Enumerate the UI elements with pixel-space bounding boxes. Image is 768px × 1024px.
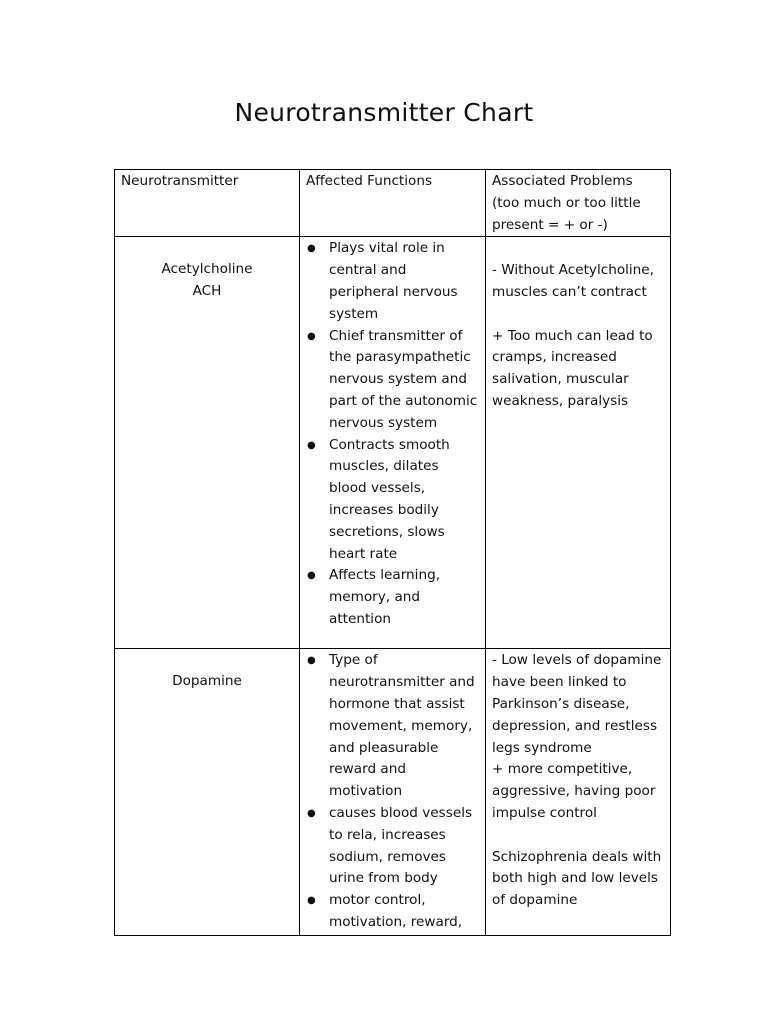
table-header-row	[115, 170, 671, 237]
neurotransmitter-abbreviation: ACH	[192, 283, 222, 300]
functions-cell	[300, 237, 486, 649]
problem-text: + more competitive, aggressive, having poor impulse control	[492, 761, 656, 821]
list-item: ● Plays vital role in central and peripheral nervous system	[306, 238, 479, 325]
list-item: ● Type of neurotransmitter and hormone that assist movement, memory, and pleasurable reward and motivation	[306, 650, 479, 803]
neurotransmitter-name: Dopamine	[172, 673, 242, 690]
functions-cell	[300, 649, 486, 935]
list-item: ● causes blood vessels to rela, increases sodium, removes urine from body	[306, 803, 479, 890]
header-associated-problems: Associated Problems (too much or too little present = + or -)	[486, 170, 671, 237]
page-title: Neurotransmitter Chart	[234, 98, 534, 127]
neurotransmitter-table	[114, 169, 671, 936]
neurotransmitter-name-cell	[115, 649, 300, 935]
problem-text: Schizophrenia deals with both high and low levels of dopamine	[492, 848, 662, 909]
table-row	[115, 237, 671, 649]
problems-cell	[486, 649, 671, 935]
list-item: ● Chief transmitter of the parasympathetic nervous system and part of the autonomic nervous system	[306, 326, 479, 435]
functions-list	[306, 650, 479, 933]
table-row	[115, 649, 671, 935]
header-affected-functions: Affected Functions	[300, 170, 486, 237]
header-neurotransmitter: Neurotransmitter	[115, 170, 300, 237]
list-item: ● motor control, motivation, reward,	[306, 890, 479, 934]
neurotransmitter-name: Acetylcholine	[161, 261, 253, 278]
functions-list	[306, 238, 479, 630]
list-item: ● Contracts smooth muscles, dilates blood vessels, increases bodily secretions, slows heart rate	[306, 435, 479, 566]
problems-cell	[486, 237, 671, 649]
problem-text: - Without Acetylcholine, muscles can’t contract	[492, 262, 654, 300]
list-item: ● Affects learning, memory, and attention	[306, 565, 479, 630]
neurotransmitter-name-cell	[115, 237, 300, 649]
problem-text: + Too much can lead to cramps, increased salivation, muscular weakness, paralysis	[492, 327, 653, 409]
problem-text: - Low levels of dopamine have been linked to Parkinson’s disease, depression, and restless legs syndrome	[492, 652, 662, 756]
